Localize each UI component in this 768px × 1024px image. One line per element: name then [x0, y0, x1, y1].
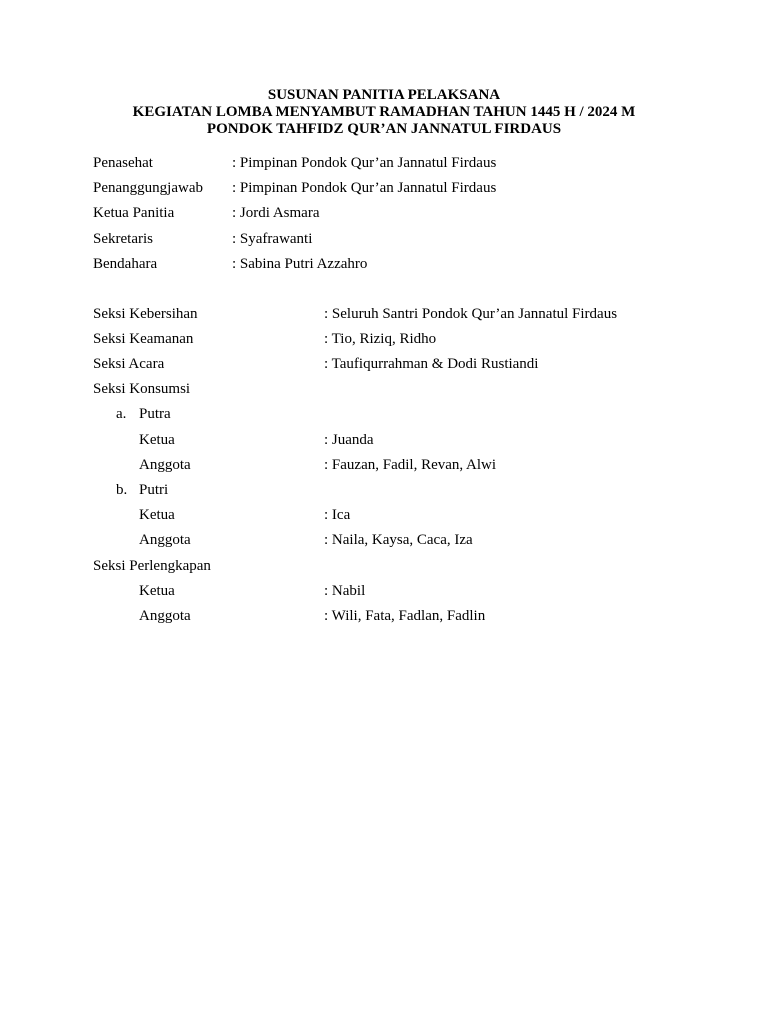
- row-seksi-perlengkapan: [0, 556, 768, 576]
- row-label: Anggota: [139, 457, 191, 473]
- row-label: Seksi Keamanan: [93, 331, 194, 347]
- row-value: : Tio, Riziq, Ridho: [324, 331, 437, 347]
- row-value: : Nabil: [324, 583, 366, 599]
- row-bendahara: [0, 254, 768, 274]
- document-title: [0, 87, 768, 138]
- row-perlengkapan-ketua: [0, 581, 768, 601]
- row-value: : Wili, Fata, Fadlan, Fadlin: [324, 608, 486, 624]
- row-konsumsi-putri: [0, 480, 768, 500]
- title-line-2: KEGIATAN LOMBA MENYAMBUT RAMADHAN TAHUN 1445 H / 2024 M: [132, 104, 636, 120]
- row-label: Seksi Perlengkapan: [93, 558, 211, 574]
- row-value: : Sabina Putri Azzahro: [232, 256, 368, 272]
- row-label: Anggota: [139, 532, 191, 548]
- row-label: Ketua: [139, 432, 175, 448]
- row-label: Ketua: [139, 507, 175, 523]
- row-label: Penasehat: [93, 155, 153, 171]
- row-value: : Fauzan, Fadil, Revan, Alwi: [324, 457, 497, 473]
- row-seksi-acara: [0, 354, 768, 374]
- row-label: Sekretaris: [93, 231, 153, 247]
- row-seksi-konsumsi: [0, 379, 768, 399]
- row-value: : Syafrawanti: [232, 231, 313, 247]
- title-line-1: SUSUNAN PANITIA PELAKSANA: [267, 87, 501, 103]
- row-perlengkapan-anggota: [0, 606, 768, 626]
- row-label: Putri: [139, 482, 169, 498]
- row-label: Seksi Konsumsi: [93, 381, 191, 397]
- row-seksi-keamanan: [0, 329, 768, 349]
- row-label: Ketua Panitia: [93, 205, 175, 221]
- row-ketua-panitia: [0, 203, 768, 223]
- row-penasehat: [0, 153, 768, 173]
- row-label: Putra: [139, 406, 171, 422]
- row-label: Anggota: [139, 608, 191, 624]
- row-value: : Seluruh Santri Pondok Qur’an Jannatul Firdaus: [324, 306, 618, 322]
- list-marker: b.: [116, 482, 128, 498]
- row-konsumsi-putra: [0, 404, 768, 424]
- row-putri-ketua: [0, 505, 768, 525]
- row-value: : Ica: [324, 507, 351, 523]
- row-value: : Naila, Kaysa, Caca, Iza: [324, 532, 473, 548]
- row-label: Seksi Acara: [93, 356, 165, 372]
- row-value: : Jordi Asmara: [232, 205, 320, 221]
- row-label: Bendahara: [93, 256, 158, 272]
- row-value: : Pimpinan Pondok Qur’an Jannatul Firdaus: [232, 180, 497, 196]
- row-label: Penanggungjawab: [93, 180, 203, 196]
- row-value: : Juanda: [324, 432, 374, 448]
- row-value: : Pimpinan Pondok Qur’an Jannatul Firdaus: [232, 155, 497, 171]
- row-label: Seksi Kebersihan: [93, 306, 198, 322]
- row-penanggungjawab: [0, 178, 768, 198]
- row-putri-anggota: [0, 530, 768, 550]
- row-value: : Taufiqurrahman & Dodi Rustiandi: [324, 356, 539, 372]
- list-marker: a.: [116, 406, 127, 422]
- row-putra-ketua: [0, 430, 768, 450]
- row-label: Ketua: [139, 583, 175, 599]
- title-line-3: PONDOK TAHFIDZ QUR’AN JANNATUL FIRDAUS: [206, 121, 562, 137]
- row-sekretaris: [0, 229, 768, 249]
- row-seksi-kebersihan: [0, 304, 768, 324]
- row-putra-anggota: [0, 455, 768, 475]
